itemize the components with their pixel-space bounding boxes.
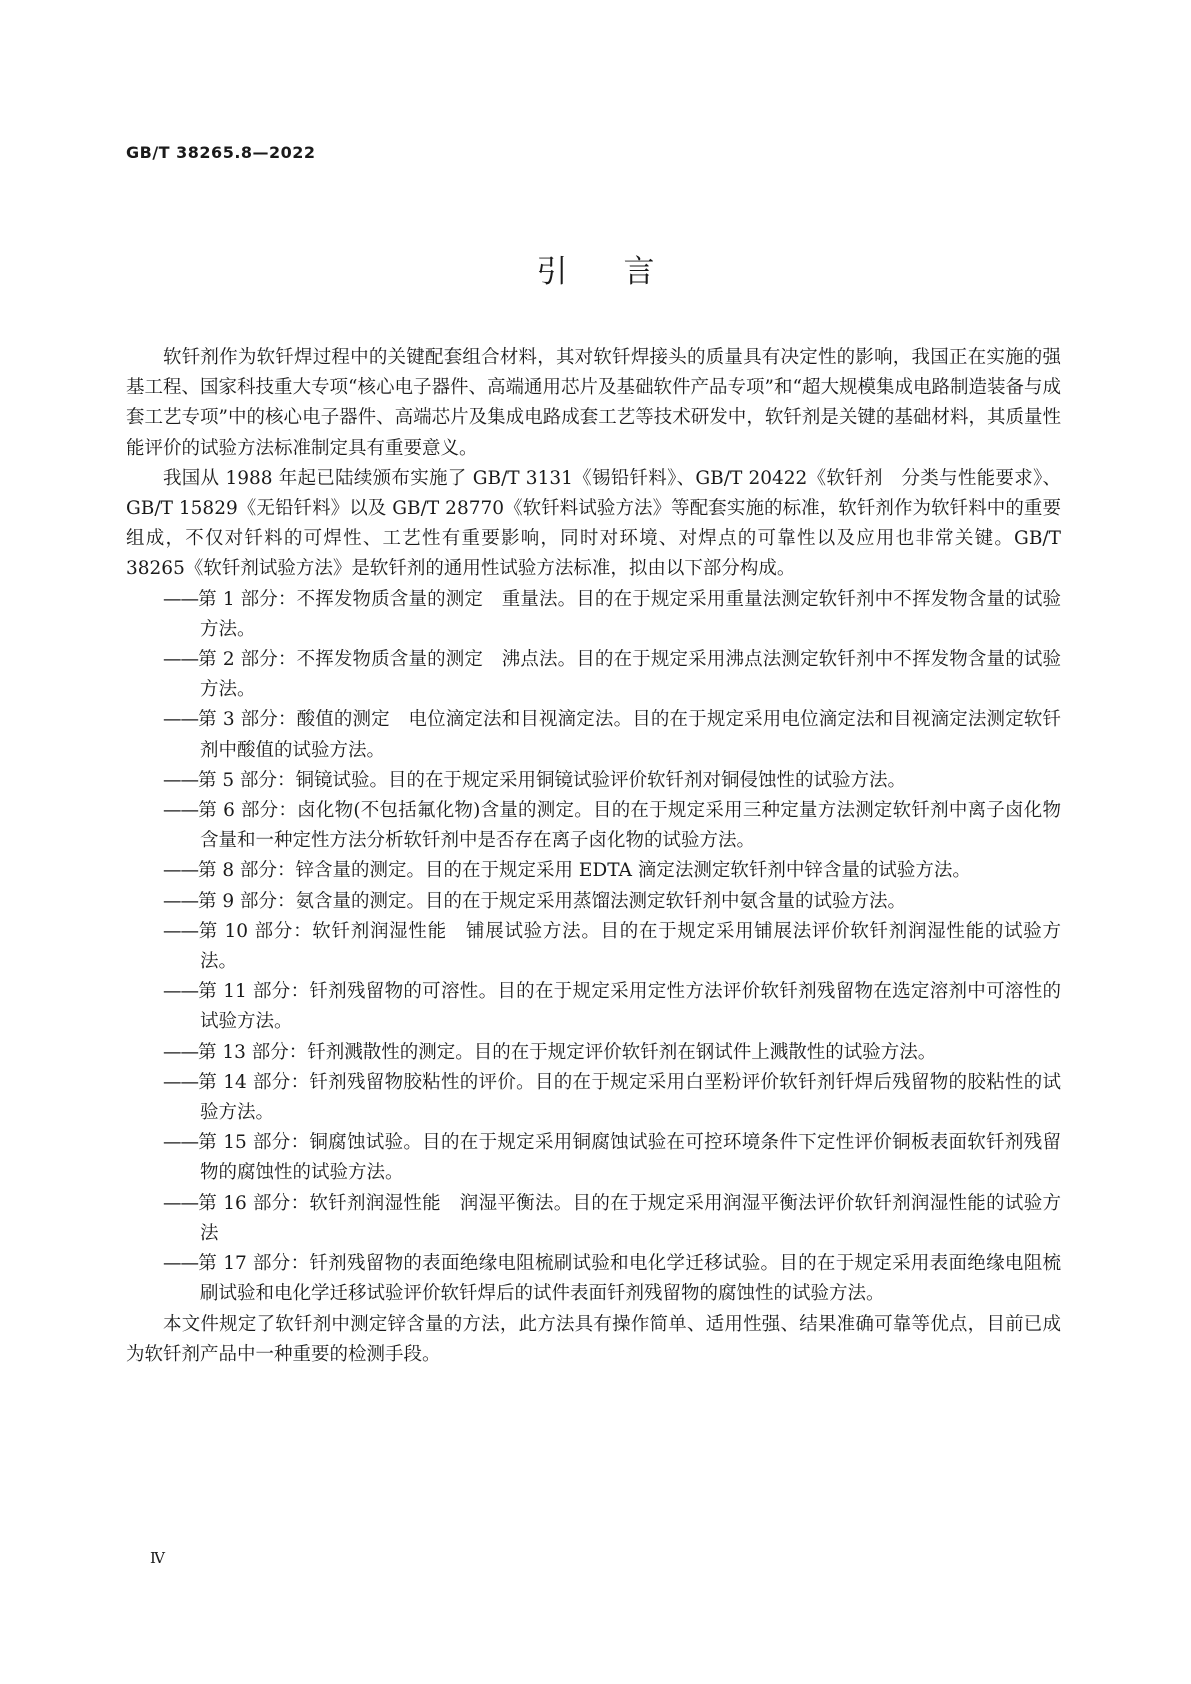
list-dash: ——: [163, 981, 198, 1003]
list-item: [126, 887, 1061, 917]
list-item: [126, 705, 1061, 765]
list-item: [126, 766, 1061, 796]
list-item-text: 第 6 部分：卤化物(不包括氟化物)含量的测定。目的在于规定采用三种定量方法测定软钎剂中离子卤化物含量和一种定性方法分析软钎剂中是否存在离子卤化物的试验方法。: [198, 800, 1061, 852]
list-dash: ——: [163, 1132, 198, 1154]
list-dash: ——: [163, 1071, 198, 1093]
list-item-text: 第 13 部分：钎剂溅散性的测定。目的在于规定评价软钎剂在钢试件上溅散性的试验方法。: [198, 1041, 937, 1063]
list-dash: ——: [163, 709, 198, 731]
document-body: [126, 343, 1061, 1370]
list-item: [126, 645, 1061, 705]
list-dash: ——: [163, 800, 198, 822]
list-item: [126, 1038, 1061, 1068]
parts-list: [126, 585, 1061, 1310]
list-item-text: 第 2 部分：不挥发物质含量的测定 沸点法。目的在于规定采用沸点法测定软钎剂中不挥发物含量的试验方法。: [198, 649, 1061, 701]
intro-paragraph-2: 我国从 1988 年起已陆续颁布实施了 GB/T 3131《锡铅钎料》、GB/T 20422《软钎剂 分类与性能要求》、GB/T 15829《无铅钎料》以及 GB/T 28770《软钎料试验方法》等配套实施的标准，软钎剂作为软钎料中的重要组成，不仅对钎料的可焊性、工艺性有重要影响，同时对环境、对焊点的可靠性以及应用也非常关键。GB/T 38265《软钎剂试验方法》是软钎剂的通用性试验方法标准，拟由以下部分构成。: [126, 467, 1061, 580]
list-item-text: 第 17 部分：钎剂残留物的表面绝缘电阻梳刷试验和电化学迁移试验。目的在于规定采用表面绝缘电阻梳刷试验和电化学迁移试验评价软钎焊后的试件表面钎剂残留物的腐蚀性的试验方法。: [198, 1253, 1061, 1305]
list-item-text: 第 11 部分：钎剂残留物的可溶性。目的在于规定采用定性方法评价软钎剂残留物在选定溶剂中可溶性的试验方法。: [198, 981, 1061, 1033]
page-number: Ⅳ: [150, 1549, 165, 1567]
list-item-text: 第 5 部分：铜镜试验。目的在于规定采用铜镜试验评价软钎剂对铜侵蚀性的试验方法。: [198, 769, 907, 791]
intro-paragraph-3: 本文件规定了软钎剂中测定锌含量的方法，此方法具有操作简单、适用性强、结果准确可靠等优点，目前已成为软钎剂产品中一种重要的检测手段。: [126, 1313, 1061, 1365]
list-item: [126, 1189, 1061, 1249]
list-dash: ——: [163, 920, 198, 942]
standard-number: GB/T 38265.8—2022: [126, 143, 316, 162]
list-item-text: 第 9 部分：氨含量的测定。目的在于规定采用蒸馏法测定软钎剂中氨含量的试验方法。: [198, 890, 907, 912]
list-item-text: 第 14 部分：钎剂残留物胶粘性的评价。目的在于规定采用白垩粉评价软钎剂钎焊后残留物的胶粘性的试验方法。: [198, 1071, 1061, 1124]
list-dash: ——: [163, 1041, 198, 1063]
list-item: [126, 856, 1061, 886]
list-item: [126, 1249, 1061, 1309]
list-dash: ——: [163, 588, 198, 610]
list-item: [126, 977, 1061, 1037]
list-dash: ——: [163, 890, 198, 912]
list-item-text: 第 10 部分：软钎剂润湿性能 铺展试验方法。目的在于规定采用铺展法评价软钎剂润湿性能的试验方法。: [198, 920, 1061, 973]
list-dash: ——: [163, 1192, 198, 1214]
list-dash: ——: [163, 769, 198, 791]
page-title: 引言: [536, 254, 711, 290]
list-item: [126, 796, 1061, 856]
list-dash: ——: [163, 860, 198, 882]
list-item: [126, 1128, 1061, 1188]
list-item: [126, 1068, 1061, 1128]
list-item-text: 第 3 部分：酸值的测定 电位滴定法和目视滴定法。目的在于规定采用电位滴定法和目视滴定法测定软钎剂中酸值的试验方法。: [198, 709, 1061, 761]
list-item-text: 第 8 部分：锌含量的测定。目的在于规定采用 EDTA 滴定法测定软钎剂中锌含量的试验方法。: [198, 860, 971, 882]
list-item-text: 第 1 部分：不挥发物质含量的测定 重量法。目的在于规定采用重量法测定软钎剂中不挥发物含量的试验方法。: [198, 588, 1061, 640]
intro-paragraph-1: 软钎剂作为软钎焊过程中的关键配套组合材料，其对软钎焊接头的质量具有决定性的影响，我国正在实施的强基工程、国家科技重大专项“核心电子器件、高端通用芯片及基础软件产品专项”和“超大规模集成电路制造装备与成套工艺专项”中的核心电子器件、高端芯片及集成电路成套工艺等技术研发中，软钎剂是关键的基础材料，其质量性能评价的试验方法标准制定具有重要意义。: [126, 347, 1061, 459]
list-dash: ——: [163, 1253, 198, 1275]
list-item: [126, 585, 1061, 645]
list-item-text: 第 15 部分：铜腐蚀试验。目的在于规定采用铜腐蚀试验在可控环境条件下定性评价铜板表面软钎剂残留物的腐蚀性的试验方法。: [198, 1132, 1061, 1184]
list-item: [126, 917, 1061, 977]
list-item-text: 第 16 部分：软钎剂润湿性能 润湿平衡法。目的在于规定采用润湿平衡法评价软钎剂润湿性能的试验方法: [198, 1192, 1061, 1244]
list-dash: ——: [163, 649, 198, 671]
